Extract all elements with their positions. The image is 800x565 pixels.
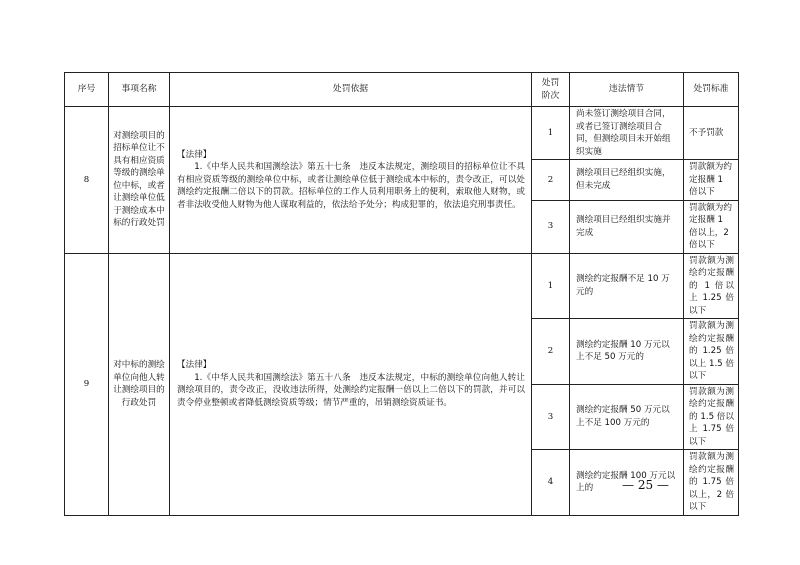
- stage-times: 1: [532, 107, 570, 160]
- stage-circumstance: 尚未签订测绘项目合同，或者已签订测绘项目合同，但测绘项目未开始组织实施: [570, 107, 684, 160]
- stage-times: 3: [532, 200, 570, 253]
- page-number: — 25 —: [622, 478, 669, 492]
- stage-standard: 罚款额为测绘约定报酬的 1.75 倍以上，2 倍以下: [684, 450, 739, 516]
- row-basis: [170, 253, 532, 515]
- stage-times: 4: [532, 450, 570, 516]
- stage-times: 1: [532, 253, 570, 319]
- stage-times: 3: [532, 384, 570, 450]
- header-standard: 处罚标准: [684, 73, 739, 107]
- stage-circumstance: 测绘约定报酬 100 万元以上的: [570, 450, 684, 516]
- header-times: 处罚 阶次: [532, 73, 570, 107]
- header-item-name: 事项名称: [109, 73, 170, 107]
- row-seq: 8: [65, 107, 109, 254]
- row-seq: 9: [65, 253, 109, 515]
- stage-circumstance: 测绘约定报酬 50 万元以上不足 100 万元的: [570, 384, 684, 450]
- stage-standard: 罚款额为测绘约定报酬的 1.25 倍以上 1.5 倍以下: [684, 319, 739, 385]
- row-item-name: 对中标的测绘单位向他人转让测绘项目的行政处罚: [109, 253, 170, 515]
- table-row: [65, 253, 739, 319]
- header-circumstance: 违法情节: [570, 73, 684, 107]
- stage-circumstance: 测绘约定报酬 10 万元以上不足 50 万元的: [570, 319, 684, 385]
- row-basis: [170, 107, 532, 254]
- penalty-table: [64, 72, 739, 516]
- stage-circumstance: 测绘项目已经组织实施并完成: [570, 200, 684, 253]
- stage-times: 2: [532, 160, 570, 201]
- stage-standard: 罚款额为约定报酬 1 倍以下: [684, 160, 739, 201]
- table-row: [65, 107, 739, 160]
- basis-heading: 【法律】: [177, 360, 212, 370]
- basis-text: 1.《中华人民共和国测绘法》第五十八条 违反本法规定，中标的测绘单位向他人转让测绘项目的，责令改正，没收违法所得，处测绘约定报酬一倍以上二倍以下的罚款，并可以责令停业整顿或者降低测绘资质等级；情节严重的，吊销测绘资质证书。: [177, 372, 525, 408]
- header-basis: 处罚依据: [170, 73, 532, 107]
- header-seq: 序号: [65, 73, 109, 107]
- row-item-name: 对测绘项目的招标单位让不具有相应资质等级的测绘单位中标，或者让测绘单位低于测绘成本中标的行政处罚: [109, 107, 170, 254]
- basis-heading: 【法律】: [177, 149, 212, 160]
- stage-standard: 罚款额为测绘约定报酬的 1 倍以上 1.25 倍以下: [684, 253, 739, 319]
- stage-circumstance: 测绘项目已经组织实施，但未完成: [570, 160, 684, 201]
- stage-standard: 不予罚款: [684, 107, 739, 160]
- table-header-row: [65, 73, 739, 107]
- stage-standard: 罚款额为约定报酬 1 倍以上，2 倍以下: [684, 200, 739, 253]
- basis-text: 1.《中华人民共和国测绘法》第五十七条 违反本法规定，测绘项目的招标单位让不具有相应资质等级的测绘单位中标，或者让测绘单位低于测绘成本中标的，责令改正，可以处测绘约定报酬二倍以下的罚款。招标单位的工作人员利用职务上的便利，索取他人财物，或者非法收受他人财物为他人谋取利益的，依法给予处分；构成犯罪的，依法追究刑事责任。: [177, 162, 525, 210]
- stage-times: 2: [532, 319, 570, 385]
- stage-standard: 罚款额为测绘约定报酬的 1.5 倍以上 1.75 倍以下: [684, 384, 739, 450]
- stage-circumstance: 测绘约定报酬不足 10 万元的: [570, 253, 684, 319]
